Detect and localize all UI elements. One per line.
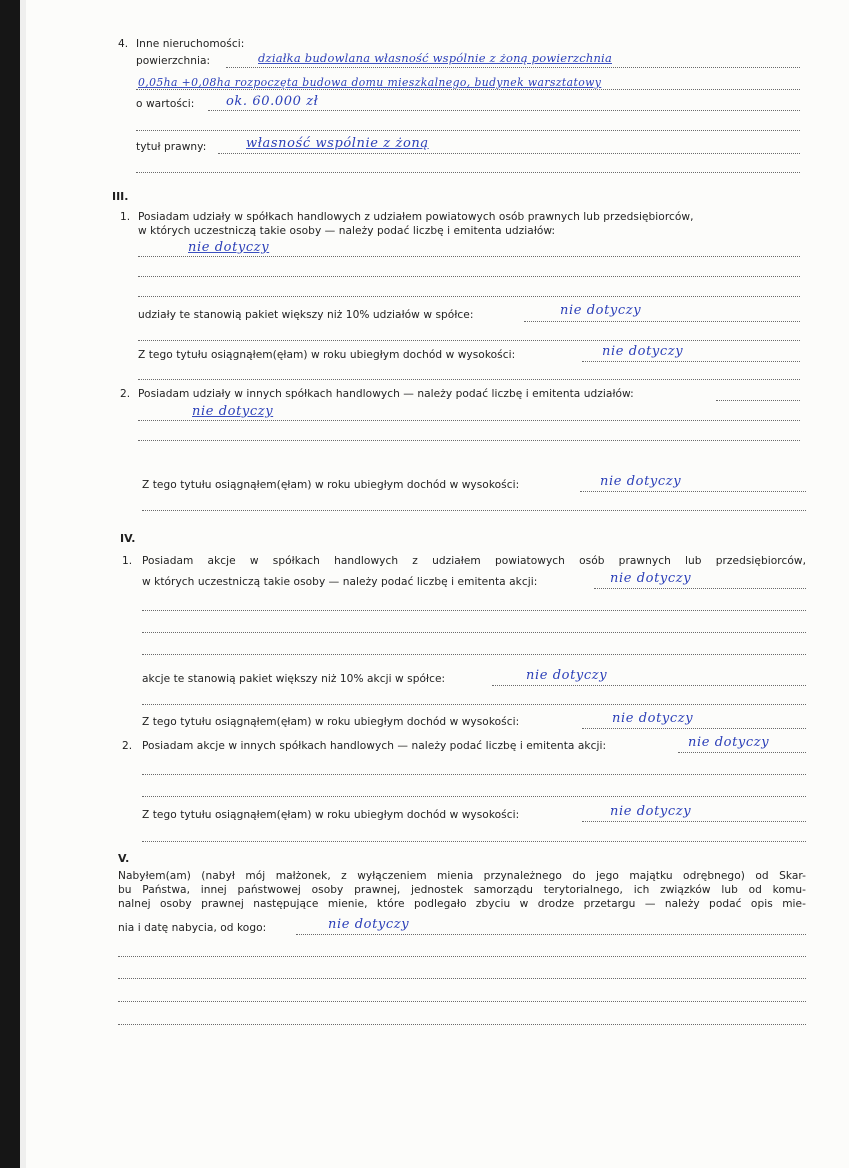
value-dotted-line-2[interactable] <box>136 130 800 131</box>
item-number: 2. <box>122 740 133 752</box>
sec3-item2-text: Posiadam udziały w innych spółkach handlowych — należy podać liczbę i emitenta udziałów: <box>138 388 634 400</box>
sec3-item2-text-line[interactable] <box>716 400 800 401</box>
sec4-item1-answer-line[interactable] <box>594 588 806 589</box>
item-number: 2. <box>120 388 131 400</box>
sec3-item1-over10-line[interactable] <box>524 321 800 322</box>
sec4-item2-text: Posiadam akcje w innych spółkach handlowych — należy podać liczbę i emitenta akcji: <box>142 740 607 752</box>
sec3-item1-text-2: w których uczestniczą takie osoby — należy podać liczbę i emitenta udziałów: <box>138 225 556 237</box>
sec3-item2-answer-line[interactable] <box>138 420 800 421</box>
sec4-item2-answer-handwriting: nie dotyczy <box>688 735 770 750</box>
sec3-item1-over10-handwriting: nie dotyczy <box>560 303 642 318</box>
section-heading-IV: IV. <box>120 532 136 545</box>
sec4-item1-over10-handwriting: nie dotyczy <box>526 668 608 683</box>
sec5-answer-handwriting: nie dotyczy <box>328 917 410 932</box>
sec4-item1-text-2: w których uczestniczą takie osoby — należy podać liczbę i emitenta akcji: <box>142 576 538 588</box>
sec4-item1-answer-line-3[interactable] <box>142 632 806 633</box>
value-dotted-line[interactable] <box>208 110 800 111</box>
value-handwriting: ok. 60.000 zł <box>226 94 319 109</box>
sec5-answer-line-3[interactable] <box>118 978 806 979</box>
sec3-item1-income-line[interactable] <box>582 361 800 362</box>
sec3-item2-income-handwriting: nie dotyczy <box>600 474 682 489</box>
area-handwriting-1: działka budowlana własność wspólnie z żoną powierzchnia <box>258 51 612 65</box>
sec4-item1-answer-line-2[interactable] <box>142 610 806 611</box>
sec4-item1-over10-label: akcje te stanowią pakiet większy niż 10% akcji w spółce: <box>142 673 446 685</box>
sec3-item2-income-line-2[interactable] <box>142 510 806 511</box>
sec3-item2-income-line[interactable] <box>580 491 806 492</box>
sec3-item2-answer-line-2[interactable] <box>138 440 800 441</box>
legal-title-dotted-line[interactable] <box>218 153 800 154</box>
sec4-item2-income-label: Z tego tytułu osiągnąłem(ęłam) w roku ubiegłym dochód w wysokości: <box>142 809 520 821</box>
sec3-item1-income-line-2[interactable] <box>138 379 800 380</box>
sec4-item1-over10-line[interactable] <box>492 685 806 686</box>
sec3-item2-answer-handwriting: nie dotyczy <box>192 404 274 419</box>
sec3-item1-over10-line-2[interactable] <box>138 340 800 341</box>
value-label: o wartości: <box>136 98 195 110</box>
sec5-answer-line-2[interactable] <box>118 956 806 957</box>
sec5-text-4: nia i datę nabycia, od kogo: <box>118 922 267 934</box>
section-heading-V: V. <box>118 852 130 865</box>
sec3-item1-answer-line-2[interactable] <box>138 276 800 277</box>
sec3-item1-answer-handwriting: nie dotyczy <box>188 240 270 255</box>
sec3-item1-income-handwriting: nie dotyczy <box>602 344 684 359</box>
sec4-item2-income-handwriting: nie dotyczy <box>610 804 692 819</box>
sec5-answer-line-5[interactable] <box>118 1024 806 1025</box>
sec4-item1-income-line[interactable] <box>582 728 806 729</box>
legal-title-label: tytuł prawny: <box>136 141 207 153</box>
sec4-item1-text-1: Posiadam akcje w spółkach handlowych z udziałem powiatowych osób prawnych lub przedsiębiorców, <box>142 555 806 567</box>
area-dotted-line[interactable] <box>226 67 800 68</box>
sec3-item1-income-label: Z tego tytułu osiągnąłem(ęłam) w roku ubiegłym dochód w wysokości: <box>138 349 516 361</box>
sec4-item1-over10-line-2[interactable] <box>142 704 806 705</box>
sec4-item2-income-line-2[interactable] <box>142 841 806 842</box>
legal-title-dotted-line-2[interactable] <box>136 172 800 173</box>
sec3-item1-answer-line-3[interactable] <box>138 296 800 297</box>
sec3-item1-text-1: Posiadam udziały w spółkach handlowych z udziałem powiatowych osób prawnych lub przedsiębiorców, <box>138 211 694 223</box>
scan-dark-edge <box>0 0 20 1168</box>
item-title: Inne nieruchomości: <box>136 38 245 50</box>
item-number: 1. <box>120 211 131 223</box>
sec5-text-3: nalnej osoby prawnej następujące mienie, które podlegało zbyciu w drodze przetargu — należy podać opis mie- <box>118 898 806 910</box>
area-label: powierzchnia: <box>136 55 211 67</box>
sec4-item2-answer-line-3[interactable] <box>142 796 806 797</box>
item-number: 4. <box>118 38 129 50</box>
sec3-item2-income-label: Z tego tytułu osiągnąłem(ęłam) w roku ubiegłym dochód w wysokości: <box>142 479 520 491</box>
form-page <box>26 0 849 1168</box>
sec5-text-2: bu Państwa, innej państwowej osoby prawnej, jednostek samorządu terytorialnego, ich związków lub od komu- <box>118 884 806 896</box>
sec5-answer-line-4[interactable] <box>118 1001 806 1002</box>
sec4-item1-income-label: Z tego tytułu osiągnąłem(ęłam) w roku ubiegłym dochód w wysokości: <box>142 716 520 728</box>
area-handwriting-2: 0,05ha +0,08ha rozpoczęta budowa domu mieszkalnego, budynek warsztatowy <box>138 76 602 89</box>
sec4-item2-income-line[interactable] <box>582 821 806 822</box>
sec5-text-1: Nabyłem(am) (nabył mój małżonek, z wyłączeniem mienia przynależnego do jego majątku odrębnego) od Skar- <box>118 870 806 882</box>
sec4-item1-income-handwriting: nie dotyczy <box>612 711 694 726</box>
sec3-item1-over10-label: udziały te stanowią pakiet większy niż 10% udziałów w spółce: <box>138 309 474 321</box>
sec4-item2-answer-line-2[interactable] <box>142 774 806 775</box>
section-heading-III: III. <box>112 190 129 203</box>
item-number: 1. <box>122 555 133 567</box>
sec4-item2-answer-line[interactable] <box>678 752 806 753</box>
sec5-answer-line[interactable] <box>296 934 806 935</box>
sec3-item1-answer-line[interactable] <box>138 256 800 257</box>
sec4-item1-answer-handwriting: nie dotyczy <box>610 571 692 586</box>
sec4-item1-answer-line-4[interactable] <box>142 654 806 655</box>
legal-title-handwriting: własność wspólnie z żoną <box>246 136 429 151</box>
